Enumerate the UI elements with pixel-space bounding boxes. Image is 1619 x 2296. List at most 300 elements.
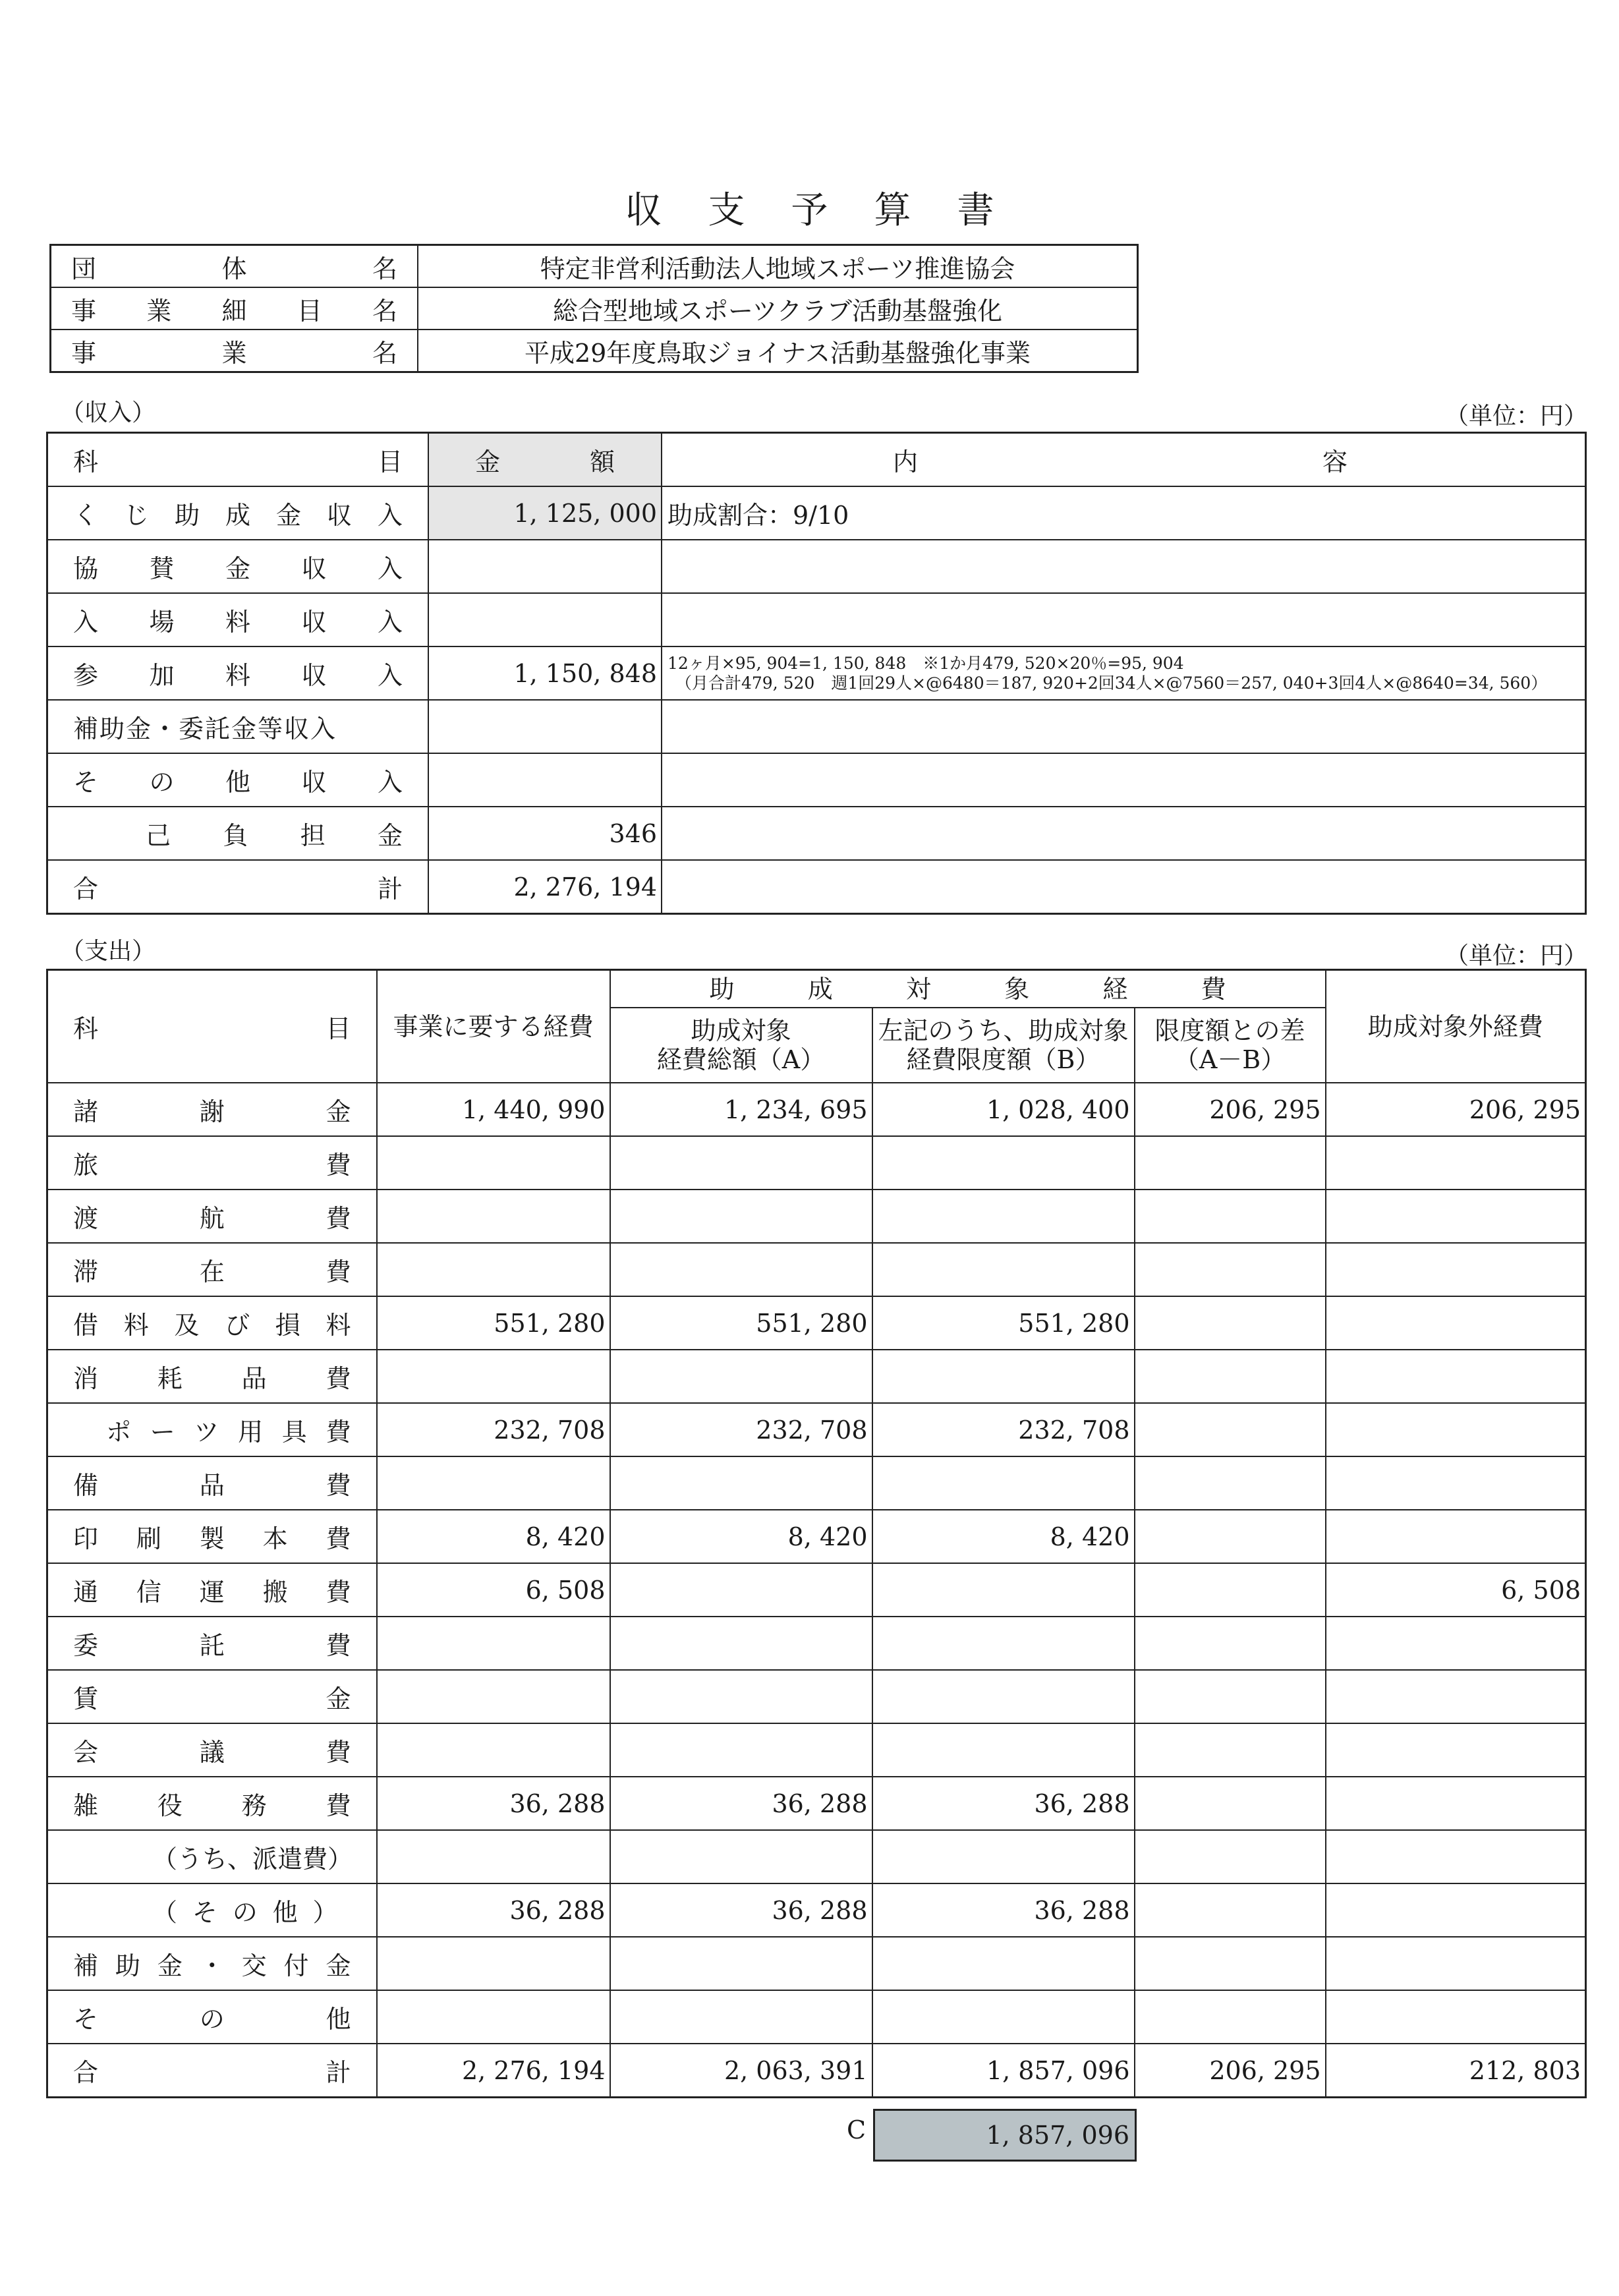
subject-char: 通 — [73, 1578, 99, 1607]
subject-char: 諸 — [73, 1097, 99, 1126]
subject-char: 金 — [377, 821, 403, 850]
expense-subject — [47, 1136, 377, 1190]
income-table — [46, 432, 1587, 915]
subject-char: 費 — [326, 1524, 351, 1553]
label-char: 目 — [297, 296, 322, 326]
subject-char: 会 — [73, 1738, 99, 1767]
subject-char: 信 — [136, 1578, 161, 1607]
expense-outside-cell — [1326, 1670, 1586, 1723]
expense-b-cell: 36, 288 — [872, 1777, 1135, 1830]
expense-total-cell — [377, 1456, 610, 1510]
expense-b-cell: 36, 288 — [872, 1883, 1135, 1937]
label-char: 名 — [372, 338, 397, 368]
subject-char: 品 — [241, 1364, 267, 1393]
subject-char: 計 — [377, 875, 403, 904]
expense-row — [47, 1830, 1586, 1883]
expense-subject — [47, 1190, 377, 1243]
subject-char: 加 — [149, 661, 175, 690]
expense-diff-cell — [1135, 1670, 1326, 1723]
expense-row — [47, 1083, 1586, 1136]
expense-total-cell: 36, 288 — [377, 1883, 610, 1937]
subject-char: 負 — [223, 821, 248, 850]
income-content — [662, 753, 1586, 807]
expense-outside-cell — [1326, 1456, 1586, 1510]
expense-b-cell — [872, 1456, 1135, 1510]
info-row-item — [51, 287, 1138, 330]
income-content — [662, 860, 1586, 914]
expense-diff-cell: 206, 295 — [1135, 1083, 1326, 1136]
expense-total-cell — [377, 1830, 610, 1883]
expense-section-label: （支出） — [61, 938, 156, 965]
subject-char: 渡 — [73, 1204, 99, 1233]
subject-char: の — [199, 2005, 225, 2034]
subject-char: 用 — [238, 1418, 264, 1447]
label-char: 団 — [71, 254, 97, 283]
expense-outside-cell — [1326, 1937, 1586, 1990]
expense-subject — [47, 1777, 377, 1830]
header-char: 科 — [73, 447, 99, 476]
expense-b-cell: 1, 028, 400 — [872, 1083, 1135, 1136]
expense-diff-cell — [1135, 1883, 1326, 1937]
header-amount — [428, 433, 662, 487]
subject-char: そ — [73, 2005, 99, 2034]
expense-subject — [47, 1403, 377, 1456]
subject-char: 収 — [326, 501, 352, 530]
expense-body — [47, 1083, 1586, 2098]
header-subject — [47, 433, 429, 487]
expense-subject — [47, 1350, 377, 1403]
subject-char: 参 — [73, 661, 99, 690]
subject-char: 謝 — [199, 1097, 225, 1126]
expense-a-cell — [610, 1456, 872, 1510]
expense-total-cell: 2, 276, 194 — [377, 2044, 610, 2098]
expense-outside-cell — [1326, 1617, 1586, 1670]
subject-char: 入 — [377, 554, 403, 583]
expense-subject — [47, 1670, 377, 1723]
subject-char: 他 — [326, 2005, 351, 2034]
subject-char: 収 — [301, 768, 327, 797]
subject-char: 消 — [73, 1364, 99, 1393]
subject-char: 料 — [123, 1311, 149, 1340]
expense-diff-cell — [1135, 1617, 1326, 1670]
subject-char: ） — [312, 1898, 338, 1927]
subject-char: 費 — [326, 1471, 351, 1500]
expense-subject — [47, 1243, 377, 1296]
header-char: 容 — [1322, 447, 1348, 476]
expense-b-cell: 8, 420 — [872, 1510, 1135, 1563]
expense-outside-cell — [1326, 1243, 1586, 1296]
header-char: 対 — [905, 974, 931, 1004]
subject-char: 搬 — [262, 1578, 288, 1607]
subject-char: 料 — [326, 1311, 351, 1340]
label-char: 事 — [71, 338, 97, 368]
expense-total-cell: 551, 280 — [377, 1296, 610, 1350]
expense-a-cell — [610, 1563, 872, 1617]
subject-char: 他 — [225, 768, 250, 797]
subject-char: 具 — [281, 1418, 307, 1447]
subject-char: 滞 — [73, 1257, 99, 1286]
fee-calc-line2: （月合計479, 520 週1回29人×@6480＝187, 920+2回34人×@7560＝257, 040+3回4人×@8640=34, 560） — [675, 673, 1548, 693]
label-char: 名 — [372, 254, 397, 283]
expense-subject — [47, 1990, 377, 2044]
subject-char: 費 — [326, 1791, 351, 1820]
expense-row — [47, 1510, 1586, 1563]
subject-char: 本 — [262, 1524, 288, 1553]
expense-outside-cell — [1326, 1190, 1586, 1243]
subject-char: ポ — [106, 1418, 132, 1447]
expense-row — [47, 1883, 1586, 1937]
expense-total-cell — [377, 1723, 610, 1777]
expense-diff-cell — [1135, 1990, 1326, 2044]
subject-char: 務 — [241, 1791, 267, 1820]
expense-a-cell: 36, 288 — [610, 1883, 872, 1937]
subject-char: 費 — [326, 1364, 351, 1393]
subject-char: 議 — [199, 1738, 225, 1767]
expense-total-row — [47, 2044, 1586, 2098]
expense-outside-cell — [1326, 1296, 1586, 1350]
expense-a-cell: 1, 234, 695 — [610, 1083, 872, 1136]
expense-row — [47, 1777, 1586, 1830]
subject-char: 己 — [146, 821, 171, 850]
subject-char: 費 — [326, 1738, 351, 1767]
subject-char: そ — [192, 1898, 217, 1927]
subject-char: 補 — [73, 1951, 99, 1980]
expense-total-cell — [377, 1190, 610, 1243]
expense-row — [47, 1403, 1586, 1456]
fee-calc-line1: 12ヶ月×95, 904=1, 150, 848 ※1か月479, 520×20％=95, 904 — [667, 653, 1184, 673]
subject-char: 入 — [377, 608, 403, 637]
expense-subject — [47, 1723, 377, 1777]
subject-char: 航 — [199, 1204, 225, 1233]
expense-diff-cell — [1135, 1296, 1326, 1350]
header-char: 科 — [73, 1014, 99, 1043]
subject-char: 印 — [73, 1524, 99, 1553]
subject-char: ー — [150, 1418, 175, 1447]
expense-b-cell — [872, 1190, 1135, 1243]
income-amount: 1, 150, 848 — [428, 646, 662, 700]
expense-b-cell — [872, 1990, 1135, 2044]
subject-char: ツ — [194, 1418, 219, 1447]
expense-outside-cell — [1326, 1136, 1586, 1190]
subject-char: 金 — [326, 1951, 351, 1980]
label-char: 名 — [372, 296, 397, 326]
income-subject: 補助金・委託金等収入 — [47, 700, 429, 753]
subject-char: 料 — [225, 608, 250, 637]
income-section-label: （収入） — [61, 399, 156, 426]
expense-subject — [47, 1563, 377, 1617]
subject-char: 備 — [73, 1471, 99, 1500]
subject-char: じ — [123, 501, 149, 530]
income-amount — [428, 700, 662, 753]
income-row — [47, 540, 1586, 593]
expense-subject — [47, 1830, 377, 1883]
subject-char: 助 — [174, 501, 200, 530]
expense-row — [47, 1296, 1586, 1350]
info-label — [51, 330, 418, 372]
expense-b-cell — [872, 1136, 1135, 1190]
income-amount: 1, 125, 000 — [428, 486, 662, 540]
document-title: 収支予算書 — [625, 189, 1040, 232]
income-row — [47, 646, 1586, 700]
subject-char: そ — [73, 768, 99, 797]
subject-char: 合 — [73, 875, 99, 904]
subject-char: 金 — [225, 554, 250, 583]
expense-diff-cell — [1135, 1190, 1326, 1243]
label-char: 細 — [221, 296, 247, 326]
subject-char: 及 — [174, 1311, 200, 1340]
subject-char: 助 — [115, 1951, 140, 1980]
subject-char: 料 — [225, 661, 250, 690]
expense-total-cell: 232, 708 — [377, 1403, 610, 1456]
subject-char: 場 — [149, 608, 175, 637]
income-subject — [47, 593, 429, 646]
subject-char: 借 — [73, 1311, 99, 1340]
header-non-subsidy: 助成対象外経費 — [1326, 970, 1586, 1083]
income-amount — [428, 540, 662, 593]
expense-outside-cell — [1326, 1830, 1586, 1883]
income-content: 助成割合：9/10 — [662, 486, 1586, 540]
expense-row — [47, 1723, 1586, 1777]
subject-char: 交 — [241, 1951, 267, 1980]
header-char: 助 — [709, 974, 735, 1004]
subject-char: 委 — [73, 1631, 99, 1660]
expense-total-cell — [377, 1617, 610, 1670]
expense-b-cell — [872, 1723, 1135, 1777]
subject-char: 付 — [283, 1951, 309, 1980]
header-subsidy-group — [610, 970, 1326, 1008]
income-amount: 346 — [428, 807, 662, 860]
expense-a-cell — [610, 1350, 872, 1403]
org-name-value: 特定非営利活動法人地域スポーツ推進協会 — [418, 245, 1138, 288]
expense-outside-cell — [1326, 1777, 1586, 1830]
expense-diff-cell — [1135, 1937, 1326, 1990]
label-char: 体 — [221, 254, 247, 283]
expense-row — [47, 1617, 1586, 1670]
income-row — [47, 700, 1586, 753]
expense-a-cell: 232, 708 — [610, 1403, 872, 1456]
subject-char: 損 — [275, 1311, 300, 1340]
expense-header-row-1 — [47, 970, 1586, 1008]
info-label — [51, 245, 418, 288]
subject-char: 費 — [326, 1151, 351, 1180]
expense-total-cell — [377, 1990, 610, 2044]
expense-b-cell — [872, 1937, 1135, 1990]
business-item-value: 総合型地域スポーツクラブ活動基盤強化 — [418, 287, 1138, 330]
header-subject — [47, 970, 377, 1083]
expense-outside-cell — [1326, 1350, 1586, 1403]
subject-char: 合 — [73, 2058, 99, 2087]
income-content — [662, 807, 1586, 860]
subject-char: 金 — [157, 1951, 183, 1980]
income-amount — [428, 753, 662, 807]
subject-char: く — [73, 501, 99, 530]
expense-total-cell — [377, 1670, 610, 1723]
subject-char: 協 — [73, 554, 99, 583]
expense-b-cell — [872, 1830, 1135, 1883]
subject-char: 賛 — [149, 554, 175, 583]
expense-diff-cell — [1135, 1777, 1326, 1830]
expense-total-cell: 36, 288 — [377, 1777, 610, 1830]
income-row — [47, 807, 1586, 860]
expense-subject — [47, 1617, 377, 1670]
subject-char: 他 — [272, 1898, 298, 1927]
expense-row — [47, 1350, 1586, 1403]
subject-char: 計 — [326, 2058, 351, 2087]
expense-total-cell: 6, 508 — [377, 1563, 610, 1617]
expense-subject — [47, 1083, 377, 1136]
info-label — [51, 287, 418, 330]
income-total-row — [47, 860, 1586, 914]
income-amount — [428, 593, 662, 646]
subject-char: 刷 — [136, 1524, 161, 1553]
expense-outside-cell: 6, 508 — [1326, 1563, 1586, 1617]
subject-char: 収 — [301, 661, 327, 690]
expense-a-cell — [610, 1723, 872, 1777]
subject-char: 費 — [326, 1418, 351, 1447]
header-char: 経 — [1102, 974, 1128, 1004]
c-value-box: 1, 857, 096 — [873, 2109, 1137, 2162]
expense-a-cell — [610, 1243, 872, 1296]
expense-total-cell: 8, 420 — [377, 1510, 610, 1563]
expense-b-cell: 1, 857, 096 — [872, 2044, 1135, 2098]
expense-total-cell — [377, 1136, 610, 1190]
header-diff: 限度額との差 （A－B） — [1135, 1008, 1326, 1083]
expense-diff-cell — [1135, 1243, 1326, 1296]
subject-char: （ — [152, 1898, 178, 1927]
expense-row — [47, 1190, 1586, 1243]
expense-a-cell — [610, 1830, 872, 1883]
expense-row — [47, 1136, 1586, 1190]
expense-diff-cell — [1135, 1510, 1326, 1563]
subject-char: 収 — [301, 608, 327, 637]
expense-a-cell — [610, 1990, 872, 2044]
label-char: 業 — [146, 296, 172, 326]
expense-total-cell — [377, 1350, 610, 1403]
c-label: C — [847, 2115, 866, 2144]
income-subject — [47, 753, 429, 807]
header-content — [662, 433, 1586, 487]
income-subject — [47, 860, 429, 914]
header-total-cost: 事業に要する経費 — [377, 970, 610, 1083]
expense-a-cell — [610, 1670, 872, 1723]
expense-a-cell — [610, 1937, 872, 1990]
subject-char: 入 — [377, 661, 403, 690]
header-char: 成 — [807, 974, 833, 1004]
organization-info-table — [49, 244, 1139, 373]
income-row — [47, 486, 1586, 540]
expense-b-cell — [872, 1243, 1135, 1296]
expense-subject — [47, 1510, 377, 1563]
expense-a-cell: 2, 063, 391 — [610, 2044, 872, 2098]
expense-unit-label: （単位：円） — [1444, 942, 1587, 969]
subject-char: 収 — [301, 554, 327, 583]
expense-table — [46, 969, 1587, 2098]
info-row-org — [51, 245, 1138, 288]
expense-outside-cell — [1326, 1510, 1586, 1563]
subject-char: 費 — [326, 1204, 351, 1233]
income-subject — [47, 646, 429, 700]
expense-subject — [47, 1883, 377, 1937]
expense-subject — [47, 1937, 377, 1990]
income-row — [47, 593, 1586, 646]
header-char: 金 — [475, 447, 501, 476]
subject-char: 託 — [199, 1631, 225, 1660]
header-char: 費 — [1201, 974, 1226, 1004]
expense-outside-cell: 212, 803 — [1326, 2044, 1586, 2098]
expense-diff-cell — [1135, 1136, 1326, 1190]
subject-char: 入 — [73, 608, 99, 637]
subject-char: 旅 — [73, 1151, 99, 1180]
subject-char: の — [149, 768, 175, 797]
income-content — [662, 646, 1586, 700]
subject-char: 賃 — [73, 1684, 99, 1713]
header-b: 左記のうち、助成対象 経費限度額（B） — [872, 1008, 1135, 1083]
subject-char: 費 — [326, 1631, 351, 1660]
income-subject — [47, 807, 429, 860]
subject-char: 在 — [199, 1257, 225, 1286]
expense-total-cell: 1, 440, 990 — [377, 1083, 610, 1136]
subject-char: 費 — [326, 1257, 351, 1286]
expense-total-cell — [377, 1243, 610, 1296]
expense-row — [47, 1563, 1586, 1617]
expense-subject — [47, 1456, 377, 1510]
expense-b-cell: 232, 708 — [872, 1403, 1135, 1456]
expense-row — [47, 1456, 1586, 1510]
income-subject — [47, 540, 429, 593]
label-char: 事 — [71, 296, 97, 326]
income-row — [47, 753, 1586, 807]
expense-diff-cell — [1135, 1563, 1326, 1617]
subject-char: 運 — [199, 1578, 225, 1607]
header-char: 目 — [377, 447, 403, 476]
subject-char: 費 — [326, 1578, 351, 1607]
expense-a-cell: 551, 280 — [610, 1296, 872, 1350]
expense-diff-cell — [1135, 1403, 1326, 1456]
expense-b-cell — [872, 1670, 1135, 1723]
subject-char: 品 — [199, 1471, 225, 1500]
subject-char: 成 — [225, 501, 250, 530]
subject-char: 役 — [157, 1791, 183, 1820]
header-char: 象 — [1004, 974, 1030, 1004]
expense-diff-cell: 206, 295 — [1135, 2044, 1326, 2098]
subject-char: 金 — [326, 1097, 351, 1126]
subject-char: 金 — [326, 1684, 351, 1713]
income-content — [662, 540, 1586, 593]
project-name-value: 平成29年度鳥取ジョイナス活動基盤強化事業 — [418, 330, 1138, 372]
expense-subject — [47, 2044, 377, 2098]
expense-a-cell — [610, 1190, 872, 1243]
expense-outside-cell — [1326, 1883, 1586, 1937]
subject-char: 雑 — [73, 1791, 99, 1820]
subject-char: 入 — [377, 501, 403, 530]
subject-char: の — [232, 1898, 258, 1927]
header-char: 内 — [893, 447, 919, 476]
expense-outside-cell — [1326, 1403, 1586, 1456]
expense-b-cell — [872, 1563, 1135, 1617]
info-row-project — [51, 330, 1138, 372]
subject-char: ・ — [199, 1951, 225, 1980]
expense-a-cell: 36, 288 — [610, 1777, 872, 1830]
subject-char: 入 — [377, 768, 403, 797]
expense-row — [47, 1243, 1586, 1296]
subject-text: （うち、派遣費） — [152, 1845, 353, 1874]
expense-outside-cell — [1326, 1723, 1586, 1777]
subject-char: び — [225, 1311, 250, 1340]
header-char: 額 — [589, 447, 615, 476]
expense-diff-cell — [1135, 1350, 1326, 1403]
expense-diff-cell — [1135, 1830, 1326, 1883]
expense-b-cell — [872, 1350, 1135, 1403]
